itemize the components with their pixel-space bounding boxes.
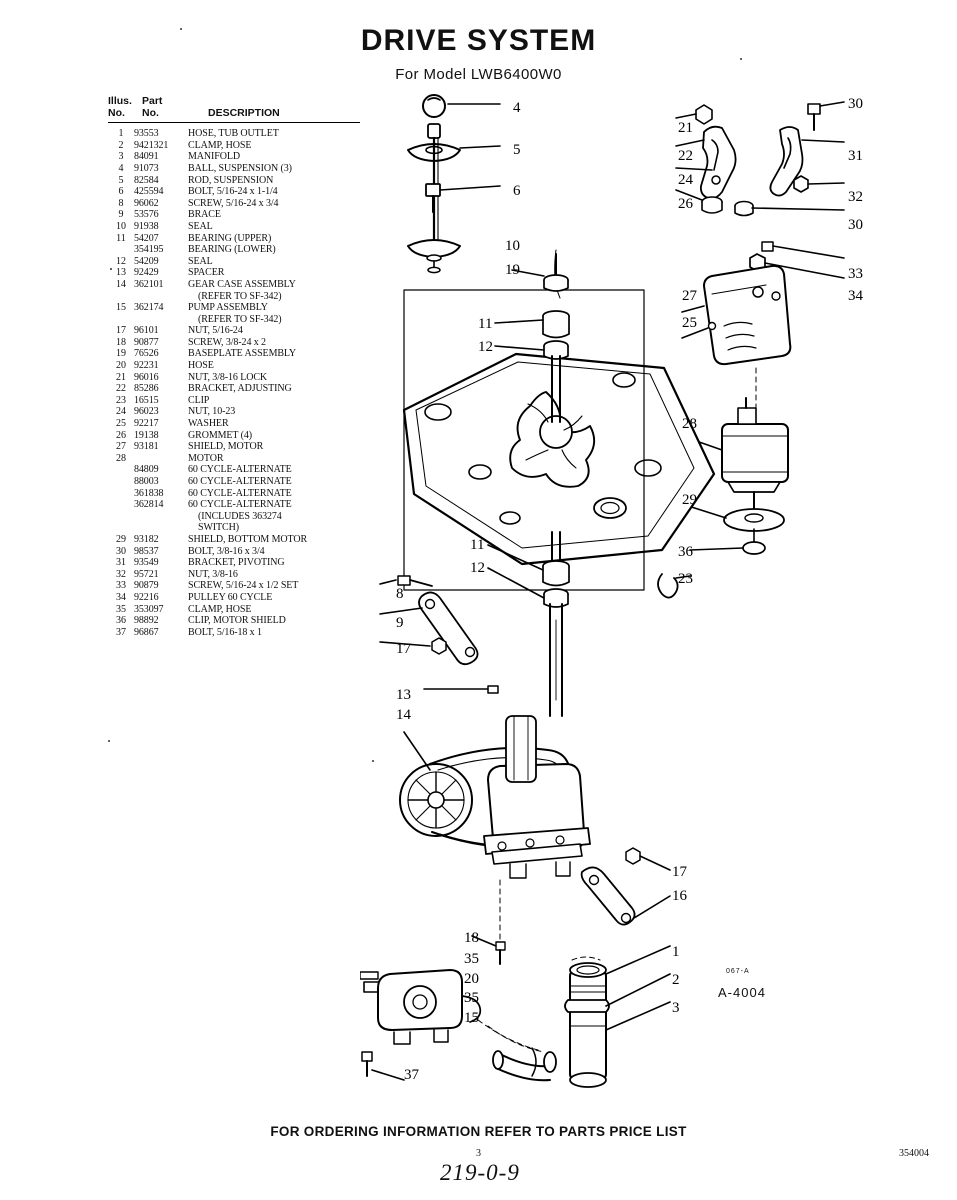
cell-illus-number: 37 — [116, 626, 126, 638]
cell-illus-number — [108, 522, 134, 534]
cell-part-number: 95721 — [134, 568, 159, 580]
table-row — [108, 256, 360, 268]
cell-part-number: 98892 — [134, 615, 159, 627]
cell-description: BOLT, 5/16-18 x 1 — [188, 626, 262, 638]
callout-number-23: 23 — [678, 571, 693, 587]
cell-part-number: 84809 — [134, 464, 159, 476]
table-row — [108, 128, 360, 140]
callout-number-13: 13 — [396, 687, 411, 703]
cell-description: BRACKET, ADJUSTING — [188, 383, 292, 395]
callout-number-19: 19 — [505, 262, 520, 278]
cell-part-number: 425594 — [134, 186, 164, 198]
cell-illus-number: 35 — [116, 603, 126, 615]
page-subtitle: For Model LWB6400W0 — [395, 66, 562, 83]
cell-illus-number: 4 — [118, 162, 124, 174]
table-row — [108, 267, 360, 279]
cell-part-number — [134, 291, 188, 303]
drawing-code-small: 067-A — [726, 968, 750, 975]
table-row — [108, 372, 360, 384]
scan-speck — [740, 58, 742, 60]
cell-illus-number: 31 — [116, 557, 126, 569]
cell-description: CLIP, MOTOR SHIELD — [188, 615, 286, 627]
cell-illus-number: 2 — [118, 139, 124, 151]
cell-part-number: 92429 — [134, 267, 159, 279]
cell-description: GROMMET (4) — [188, 429, 252, 441]
cell-description: HOSE, TUB OUTLET — [188, 128, 279, 140]
callout-number-20: 20 — [464, 971, 479, 987]
cell-part-number — [134, 511, 188, 523]
callout-number-36: 36 — [678, 544, 693, 560]
cell-description: 60 CYCLE-ALTERNATE — [188, 476, 292, 487]
cell-description: 60 CYCLE-ALTERNATE — [188, 487, 292, 499]
table-row — [108, 151, 360, 163]
parts-list-table — [108, 96, 360, 638]
cell-description: SEAL — [188, 255, 213, 267]
cell-illus-number: 9 — [118, 209, 124, 221]
cell-part-number: 92217 — [134, 418, 159, 430]
table-row — [108, 186, 360, 198]
cell-part-number: 96867 — [134, 626, 159, 638]
cell-illus-number: 33 — [116, 580, 126, 592]
cell-part-number: 90877 — [134, 336, 159, 348]
cell-description: NUT, 3/8-16 LOCK — [188, 371, 268, 383]
callout-number-26: 26 — [678, 196, 693, 212]
table-row — [108, 592, 360, 604]
cell-description: SHIELD, BOTTOM MOTOR — [188, 533, 308, 545]
callout-number-8: 8 — [396, 586, 404, 602]
cell-part-number: 82584 — [134, 174, 159, 186]
cell-part-number: 91938 — [134, 220, 159, 232]
callout-number-10: 10 — [505, 238, 520, 254]
cell-part-number: 88003 — [134, 476, 159, 487]
cell-description: HOSE — [188, 360, 214, 372]
callout-number-16: 16 — [672, 888, 687, 904]
cell-part-number: 362101 — [134, 278, 164, 290]
cell-illus-number: 8 — [118, 197, 124, 209]
scan-speck — [108, 740, 110, 742]
cell-illus-number: 21 — [116, 371, 126, 383]
cell-description: (REFER TO SF-342) — [198, 290, 282, 302]
cell-illus-number — [108, 464, 134, 476]
cell-illus-number: 3 — [118, 151, 124, 163]
scan-speck — [110, 268, 112, 270]
cell-illus-number: 17 — [116, 325, 126, 337]
cell-illus-number: 5 — [118, 174, 124, 186]
callout-number-35: 35 — [464, 951, 479, 967]
cell-illus-number: 23 — [116, 394, 126, 406]
cell-illus-number: 13 — [116, 267, 126, 279]
callout-number-21: 21 — [678, 120, 693, 136]
callout-number-30: 30 — [848, 217, 863, 233]
callout-number-14: 14 — [396, 707, 411, 723]
cell-part-number — [134, 522, 188, 534]
cell-description: BALL, SUSPENSION (3) — [188, 162, 292, 174]
table-row — [108, 569, 360, 581]
cell-description: (INCLUDES 363274 — [198, 510, 282, 522]
page-number: 3 — [476, 1148, 481, 1159]
table-row — [108, 163, 360, 175]
table-row — [108, 233, 360, 245]
cell-part-number: 85286 — [134, 383, 159, 395]
cell-illus-number — [108, 244, 134, 256]
table-row — [108, 209, 360, 221]
callout-number-37: 37 — [404, 1067, 419, 1083]
cell-illus-number: 11 — [116, 232, 126, 244]
cell-part-number: 92231 — [134, 360, 159, 372]
table-row — [108, 546, 360, 558]
cell-part-number: 16515 — [134, 394, 159, 406]
table-row — [108, 175, 360, 187]
cell-part-number: 98537 — [134, 545, 159, 557]
cell-description: SHIELD, MOTOR — [188, 441, 264, 453]
table-header — [108, 96, 360, 119]
handwritten-note: 219-0-9 — [440, 1160, 520, 1185]
table-row — [108, 453, 360, 465]
table-row — [108, 337, 360, 349]
cell-illus-number: 12 — [116, 255, 126, 267]
title-block — [0, 24, 957, 83]
cell-illus-number: 27 — [116, 441, 126, 453]
cell-description: SEAL — [188, 220, 213, 232]
cell-description: SCREW, 5/16-24 x 3/4 — [188, 197, 279, 209]
table-row — [108, 406, 360, 418]
callout-number-11: 11 — [478, 316, 493, 332]
table-row — [108, 348, 360, 360]
callout-number-33: 33 — [848, 266, 863, 282]
cell-part-number: 353097 — [134, 603, 164, 615]
cell-description: BOLT, 3/8-16 x 3/4 — [188, 545, 265, 557]
callout-number-9: 9 — [396, 615, 404, 631]
table-row — [108, 441, 360, 453]
cell-illus-number: 25 — [116, 418, 126, 430]
cell-illus-number: 29 — [116, 533, 126, 545]
header-divider — [108, 122, 360, 123]
cell-description: BASEPLATE ASSEMBLY — [188, 348, 297, 360]
table-row — [108, 360, 360, 372]
cell-description: BEARING (LOWER) — [188, 244, 276, 256]
table-row — [108, 615, 360, 627]
callout-number-24: 24 — [678, 172, 693, 188]
cell-description: PUMP ASSEMBLY — [188, 302, 268, 314]
table-row — [108, 395, 360, 407]
cell-part-number: 362174 — [134, 302, 164, 314]
callout-number-15: 15 — [464, 1010, 479, 1026]
cell-illus-number: 28 — [116, 452, 126, 464]
drive-system-drawing — [360, 80, 957, 1090]
callout-number-31: 31 — [848, 148, 863, 164]
cell-part-number — [134, 314, 188, 326]
cell-illus-number: 20 — [116, 360, 126, 372]
cell-description: CLAMP, HOSE — [188, 603, 252, 615]
sheet-code: 354004 — [899, 1148, 929, 1159]
callout-number-35: 35 — [464, 990, 479, 1006]
table-row — [108, 140, 360, 152]
cell-part-number: 96023 — [134, 406, 159, 418]
cell-part-number: 93553 — [134, 128, 159, 140]
table-row — [108, 511, 360, 523]
callout-number-34: 34 — [848, 288, 863, 304]
footer-note: FOR ORDERING INFORMATION REFER TO PARTS PRICE LIST — [270, 1124, 687, 1139]
cell-description: SWITCH) — [198, 522, 239, 534]
table-row — [108, 430, 360, 442]
cell-illus-number: 32 — [116, 568, 126, 580]
callout-number-12: 12 — [478, 339, 493, 355]
cell-illus-number: 26 — [116, 429, 126, 441]
cell-description: PULLEY 60 CYCLE — [188, 591, 273, 603]
callout-number-12: 12 — [470, 560, 485, 576]
cell-description: ROD, SUSPENSION — [188, 174, 274, 186]
cell-description: SCREW, 5/16-24 x 1/2 SET — [188, 580, 299, 592]
cell-description: BEARING (UPPER) — [188, 232, 272, 244]
cell-illus-number: 18 — [116, 336, 126, 348]
exploded-diagram — [360, 80, 957, 1090]
cell-part-number: 76526 — [134, 348, 159, 360]
cell-description: 60 CYCLE-ALTERNATE — [188, 499, 292, 511]
cell-illus-number: 19 — [116, 348, 126, 360]
cell-part-number: 53576 — [134, 209, 159, 221]
cell-description: MANIFOLD — [188, 151, 240, 163]
table-row — [108, 534, 360, 546]
cell-part-number: 9421321 — [134, 139, 169, 151]
callout-number-2: 2 — [672, 972, 680, 988]
callout-number-6: 6 — [513, 183, 521, 199]
table-row — [108, 244, 360, 256]
table-row — [108, 314, 360, 326]
cell-part-number: 96062 — [134, 197, 159, 209]
cell-illus-number: 6 — [118, 186, 124, 198]
cell-illus-number: 10 — [116, 220, 126, 232]
cell-description: SCREW, 3/8-24 x 2 — [188, 336, 266, 348]
cell-illus-number: 15 — [116, 302, 126, 314]
cell-description: CLIP — [188, 394, 210, 406]
callout-number-5: 5 — [513, 142, 521, 158]
scan-speck — [180, 28, 182, 30]
table-row — [108, 580, 360, 592]
callout-number-22: 22 — [678, 148, 693, 164]
cell-illus-number: 24 — [116, 406, 126, 418]
callout-number-3: 3 — [672, 1000, 680, 1016]
cell-description: CLAMP, HOSE — [188, 139, 252, 151]
table-row — [108, 522, 360, 534]
callout-number-29: 29 — [682, 492, 697, 508]
parts-rows-container — [108, 128, 360, 638]
cell-description: BRACKET, PIVOTING — [188, 557, 285, 569]
table-row — [108, 291, 360, 303]
cell-illus-number: 30 — [116, 545, 126, 557]
cell-part-number: 91073 — [134, 162, 159, 174]
callout-number-4: 4 — [513, 100, 521, 116]
page-title: DRIVE SYSTEM — [360, 24, 597, 57]
cell-illus-number — [108, 488, 134, 500]
table-row — [108, 198, 360, 210]
cell-illus-number: 1 — [118, 128, 124, 140]
table-row — [108, 302, 360, 314]
cell-illus-number: 22 — [116, 383, 126, 395]
table-row — [108, 557, 360, 569]
table-row — [108, 221, 360, 233]
callout-number-28: 28 — [682, 416, 697, 432]
cell-part-number: 93182 — [134, 533, 159, 545]
cell-part-number: 92216 — [134, 591, 159, 603]
callout-number-11: 11 — [470, 537, 485, 553]
cell-illus-number: 36 — [116, 615, 126, 627]
cell-part-number: 19138 — [134, 429, 159, 441]
table-row — [108, 325, 360, 337]
callout-number-32: 32 — [848, 189, 863, 205]
table-row — [108, 488, 360, 500]
cell-part-number: 362814 — [134, 499, 164, 511]
cell-part-number: 354195 — [134, 244, 164, 256]
cell-description: (REFER TO SF-342) — [198, 313, 282, 325]
callout-number-17: 17 — [396, 641, 411, 657]
cell-illus-number: 14 — [116, 278, 126, 290]
cell-part-number: 93181 — [134, 441, 159, 453]
callout-number-18: 18 — [464, 930, 479, 946]
cell-part-number: 90879 — [134, 580, 159, 592]
cell-illus-number: 34 — [116, 591, 126, 603]
header-illus-line2: No. — [108, 106, 125, 119]
table-row — [108, 499, 360, 511]
table-row — [108, 279, 360, 291]
callout-number-25: 25 — [682, 315, 697, 331]
cell-illus-number — [108, 511, 134, 523]
table-row — [108, 604, 360, 616]
cell-illus-number — [108, 291, 134, 303]
cell-part-number: 96101 — [134, 325, 159, 337]
cell-description: NUT, 5/16-24 — [188, 325, 243, 337]
header-part-line2: No. — [142, 106, 159, 119]
cell-part-number: 361838 — [134, 487, 164, 499]
cell-part-number: 93549 — [134, 557, 159, 569]
scan-speck — [372, 760, 374, 762]
table-row — [108, 383, 360, 395]
cell-description: WASHER — [188, 418, 229, 430]
header-description: DESCRIPTION — [208, 106, 280, 119]
cell-description: MOTOR — [188, 452, 224, 464]
callout-number-27: 27 — [682, 288, 697, 304]
cell-illus-number — [108, 499, 134, 511]
table-row — [108, 476, 360, 488]
cell-part-number: 84091 — [134, 151, 159, 163]
table-row — [108, 418, 360, 430]
cell-part-number: 96016 — [134, 371, 159, 383]
callout-number-30: 30 — [848, 96, 863, 112]
cell-description: 60 CYCLE-ALTERNATE — [188, 464, 292, 476]
header-part-line1: Part — [142, 95, 163, 107]
cell-part-number: 54207 — [134, 232, 159, 244]
cell-description: SPACER — [188, 267, 225, 279]
callout-number-1: 1 — [672, 944, 680, 960]
cell-description: BRACE — [188, 209, 221, 221]
cell-illus-number — [108, 476, 134, 488]
cell-description: GEAR CASE ASSEMBLY — [188, 278, 296, 290]
cell-part-number — [134, 453, 188, 465]
cell-description: NUT, 10-23 — [188, 406, 236, 418]
table-row — [108, 627, 360, 639]
cell-part-number: 54209 — [134, 255, 159, 267]
callout-number-17: 17 — [672, 864, 687, 880]
cell-description: NUT, 3/8-16 — [188, 568, 238, 580]
header-illus-line1: Illus. — [108, 95, 132, 107]
table-row — [108, 464, 360, 476]
cell-illus-number — [108, 314, 134, 326]
drawing-code: A-4004 — [718, 985, 766, 1000]
cell-description: BOLT, 5/16-24 x 1-1/4 — [188, 186, 278, 198]
